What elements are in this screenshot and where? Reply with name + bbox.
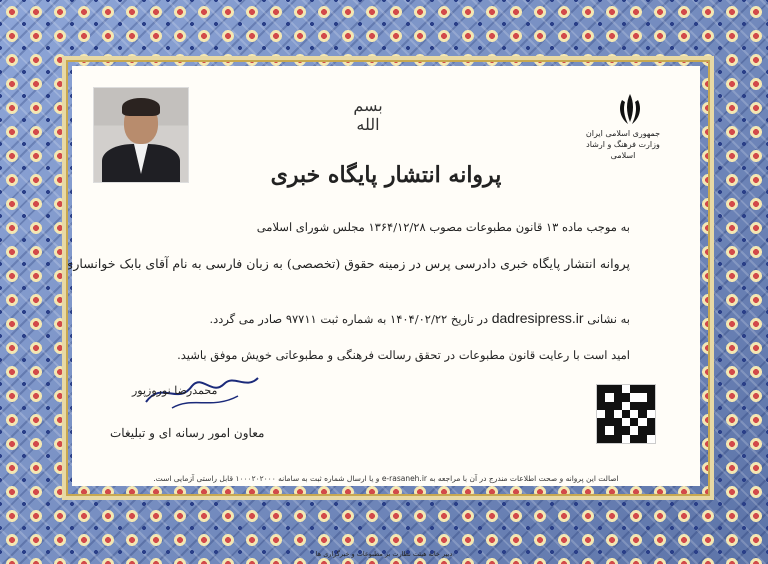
certificate-title: پروانه انتشار پایگاه خبری: [270, 162, 502, 188]
issue-date-number: در تاریخ ۱۴۰۴/۰۲/۲۲ به شماره ثبت ۹۷۷۱۱ صادر می گردد.: [209, 312, 489, 326]
closing-line: امید است با رعایت قانون مطبوعات در تحقق رسالت فرهنگی و مطبوعاتی خویش موفق باشید.: [177, 348, 630, 362]
qr-code: [596, 384, 656, 444]
bismillah: بسم الله: [353, 96, 383, 134]
website-link: dadresipress.ir: [491, 310, 584, 326]
signer-name: محمدرضا نوروزپور: [132, 384, 218, 397]
certificate-paper: [63, 66, 700, 486]
issue-details-line: [209, 310, 630, 326]
legal-basis-line: به موجب ماده ۱۳ قانون مطبوعات مصوب ۱۳۶۴/۱۲/۲۸ مجلس شورای اسلامی: [256, 220, 630, 234]
ministry-line2: وزارت فرهنگ و ارشاد اسلامی: [586, 140, 660, 160]
license-holder-line: پروانه انتشار پایگاه خبری دادرسی پرس در زمینه حقوق (تخصصی) به زبان فارسی به نام آقای بابک خوانساری: [63, 256, 630, 271]
signer-title: معاون امور رسانه ای و تبلیغات: [110, 426, 265, 440]
ministry-caption: [578, 128, 668, 161]
address-label: به نشانی: [587, 312, 630, 326]
ministry-line1: جمهوری اسلامی ایران: [585, 129, 661, 138]
verification-footer: اصالت این پروانه و صحت اطلاعات مندرج در آن با مراجعه به e-rasaneh.ir و یا ارسال شماره ثبت به سامانه ۱۰۰۰۲۰۲۰۰۰ قابل راستی آزمایی است.: [153, 474, 619, 483]
iran-emblem-icon: [616, 92, 644, 126]
bottom-note: دبیر خانه هیئت نظارت بر مطبوعات و خبرگزاری ها: [315, 550, 453, 558]
